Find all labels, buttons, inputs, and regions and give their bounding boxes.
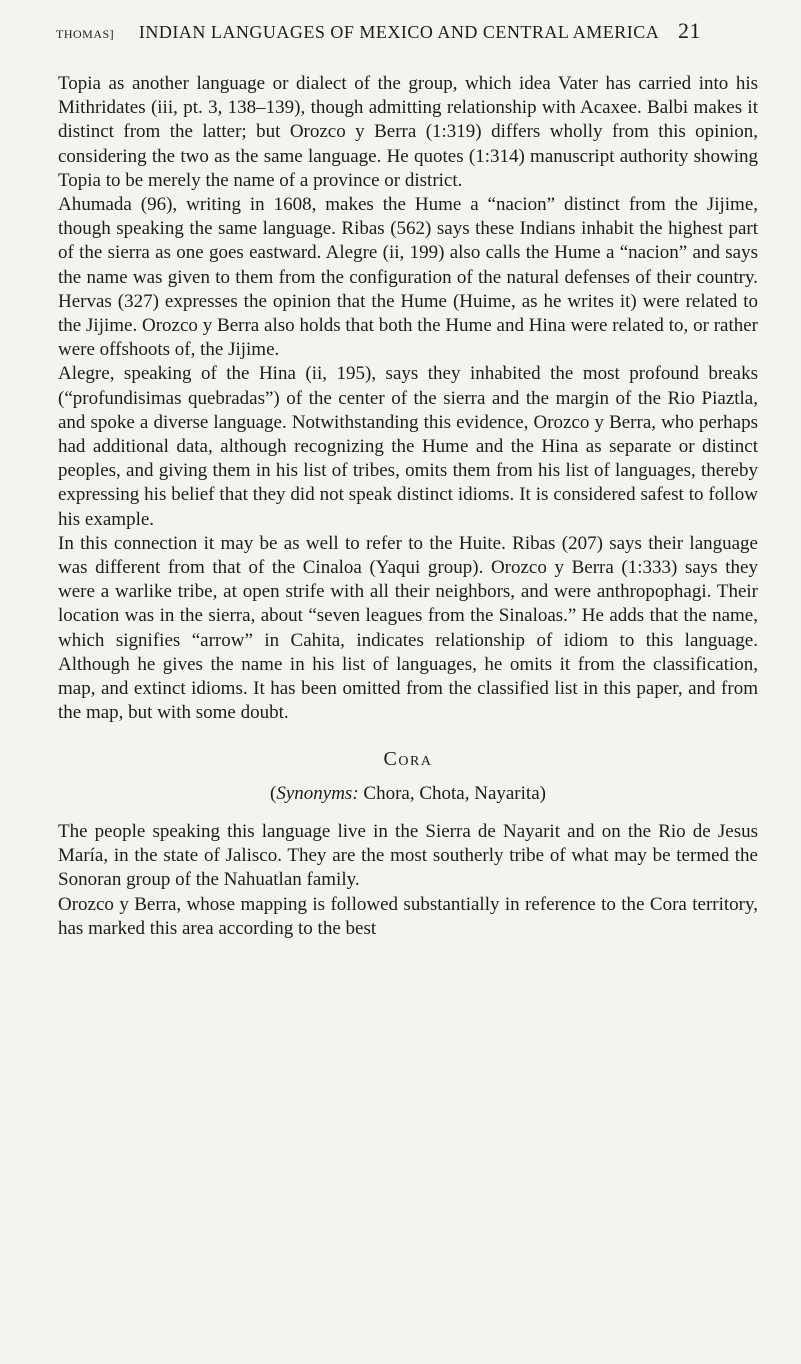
section-heading: Cora <box>383 748 433 771</box>
paragraph: Alegre, speaking of the Hina (ii, 195), says they inhabited the most profound breaks (“profundisimas quebradas”) of the center of the sierra and the margin of the Rio Piaztla, and spoke a diverse language. Notwithstanding this evidence, Orozco y Berra, who perhaps had additional data, although recognizing the Hume and the Hina as separate or distinct peoples, and giving them in his list of tribes, omits them from his list of languages, thereby expressing his belief that they did not speak distinct idioms. It is considered safest to follow his example. <box>58 363 758 530</box>
paragraph: In this connection it may be as well to refer to the Huite. Ribas (207) says their language was different from that of the Cinaloa (Yaqui group). Orozco y Berra (1:333) says they were a warlike tribe, at open strife with all their neighbors, and were anthropophagi. Their location was in the sierra, about “seven leagues from the Sinaloas.” He adds that the name, which signifies “arrow” in Cahita, indicates relationship of idiom to this language. Although he gives the name in his list of languages, he omits it from the classification, map, and extinct idioms. It has been omitted from the classified list in this paper, and from the map, but with some doubt. <box>58 532 758 724</box>
running-head-title: INDIAN LANGUAGES OF MEXICO AND CENTRAL AMERICA <box>138 22 660 42</box>
body-text <box>58 72 758 941</box>
synonyms-label: Synonyms: <box>276 782 359 804</box>
paragraph: The people speaking this language live in the Sierra de Nayarit and on the Rio de Jesus María, in the state of Jalisco. They are the most southerly tribe of what may be termed the Sonoran group of the Nahuatlan family. <box>58 820 758 891</box>
paragraph: Topia as another language or dialect of the group, which idea Vater has carried into his Mithridates (iii, pt. 3, 138–139), though admitting relationship with Acaxee. Balbi makes it distinct from the latter; but Orozco y Berra (1:319) differs wholly from this opinion, considering the two as the same language. He quotes (1:314) manuscript authority showing Topia to be merely the name of a province or district. <box>58 73 758 191</box>
running-head <box>56 18 701 44</box>
page-number: 21 <box>678 18 701 43</box>
synonyms-list: Chora, Chota, Nayarita <box>363 782 540 804</box>
paragraph: Ahumada (96), writing in 1608, makes the Hume a “nacion” distinct from the Jijime, though speaking the same language. Ribas (562) says these Indians inhabit the highest part of the sierra as one goes eastward. Alegre (ii, 199) also calls the Hume a “nacion” and says the name was given to them from the configuration of the natural defenses of their country. Hervas (327) expresses the opinion that the Hume (Huime, as he writes it) were related to the Jijime. Orozco y Berra also holds that both the Hume and Hina were related to, or rather were offshoots of, the Jijime. <box>58 194 758 361</box>
paragraph: Orozco y Berra, whose mapping is followed substantially in reference to the Cora territory, has marked this area according to the best <box>58 893 758 939</box>
running-head-author: THOMAS] <box>56 27 115 41</box>
section-synonyms: (Synonyms: Chora, Chota, Nayarita) <box>270 782 546 804</box>
